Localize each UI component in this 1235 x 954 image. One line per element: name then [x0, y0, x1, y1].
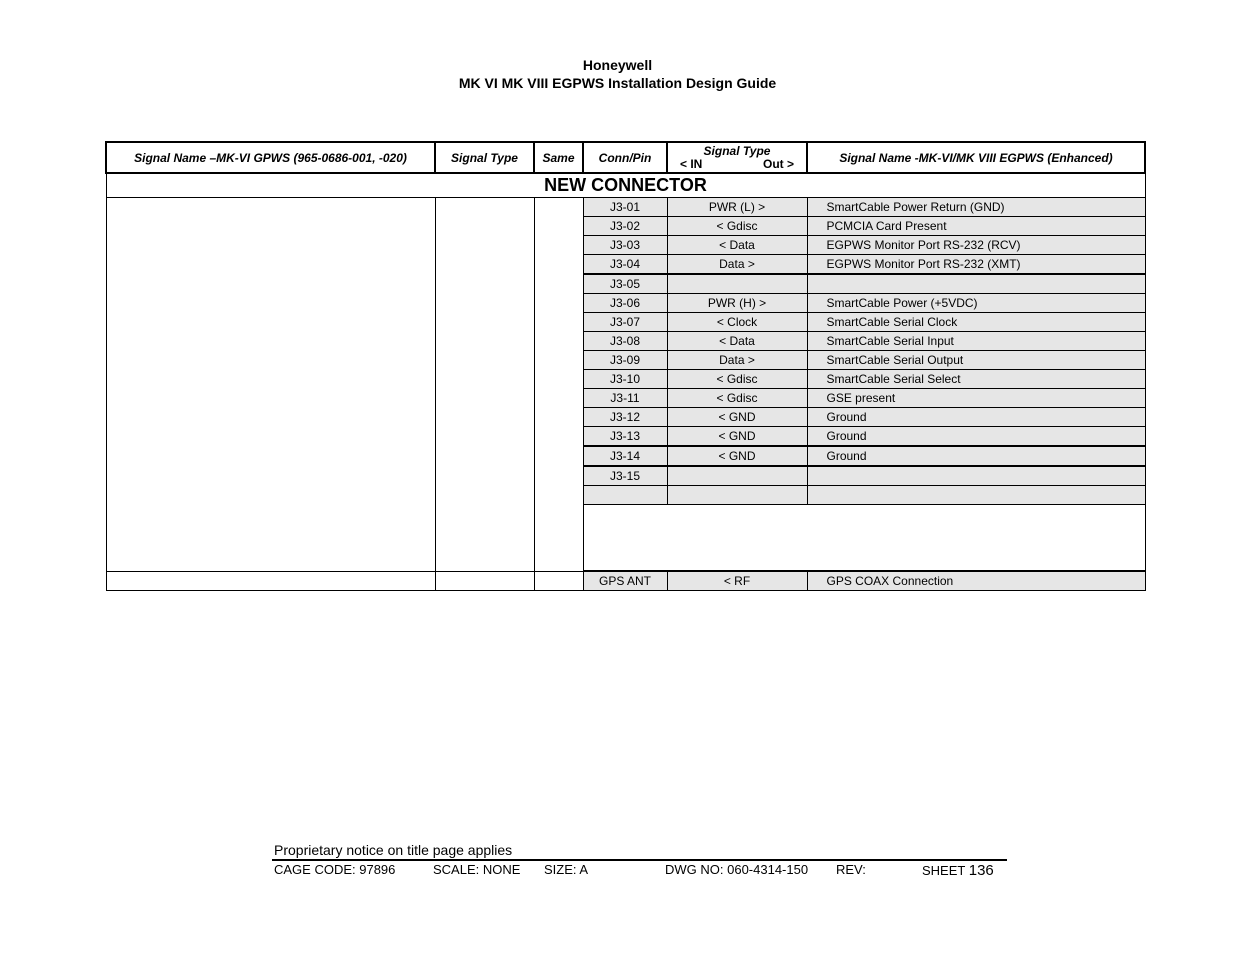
signal-name-cell	[807, 274, 1145, 294]
blank-same	[534, 198, 583, 572]
conn-pin-cell: J3-08	[583, 332, 667, 351]
signal-type-cell: Data >	[667, 255, 807, 275]
blank-signal-name-old	[106, 198, 435, 572]
gps-signal-name: GPS COAX Connection	[807, 571, 1145, 591]
signal-type-cell: < GND	[667, 408, 807, 427]
signal-type-cell: < GND	[667, 427, 807, 447]
signal-type-cell: PWR (H) >	[667, 294, 807, 313]
signal-name-cell: SmartCable Power (+5VDC)	[807, 294, 1145, 313]
signal-name-cell: Ground	[807, 408, 1145, 427]
signal-name-cell: SmartCable Serial Output	[807, 351, 1145, 370]
company-name: Honeywell	[582, 57, 653, 73]
signal-name-cell: SmartCable Serial Clock	[807, 313, 1145, 332]
size: SIZE: A	[544, 862, 589, 877]
revision: REV:	[836, 862, 866, 877]
col-same: Same	[534, 142, 583, 173]
signal-type-cell	[667, 274, 807, 294]
signal-name-cell: SmartCable Serial Input	[807, 332, 1145, 351]
conn-pin-cell: J3-04	[583, 255, 667, 275]
gps-signal-type: < RF	[667, 571, 807, 591]
conn-pin-cell: J3-12	[583, 408, 667, 427]
document-title: MK VI MK VIII EGPWS Installation Design Guide	[458, 75, 777, 91]
col-conn-pin: Conn/Pin	[583, 142, 667, 173]
signal-name-cell	[807, 466, 1145, 486]
gps-row	[106, 571, 1145, 591]
col-signal-type-direction	[667, 142, 807, 173]
gps-blank-signal-name-old	[106, 571, 435, 591]
signal-type-cell: PWR (L) >	[667, 198, 807, 217]
col-signal-type: Signal Type	[435, 142, 534, 173]
signal-name-cell: Ground	[807, 427, 1145, 447]
conn-pin-cell: J3-10	[583, 370, 667, 389]
gps-blank-signal-type	[435, 571, 534, 591]
in-label: < IN	[680, 156, 703, 171]
gps-conn-pin: GPS ANT	[583, 571, 667, 591]
conn-pin-cell: J3-11	[583, 389, 667, 408]
blank-signal-type	[435, 198, 534, 572]
signal-name-cell: PCMCIA Card Present	[807, 217, 1145, 236]
signal-type-cell: < Clock	[667, 313, 807, 332]
conn-pin-cell: J3-09	[583, 351, 667, 370]
gps-blank-same	[534, 571, 583, 591]
conn-pin-cell: J3-07	[583, 313, 667, 332]
proprietary-notice: Proprietary notice on title page applies	[274, 842, 513, 858]
signal-type-cell	[667, 466, 807, 486]
signal-type-cell: < Gdisc	[667, 389, 807, 408]
signal-name-cell: SmartCable Serial Select	[807, 370, 1145, 389]
footer-divider	[272, 859, 1007, 861]
signal-name-cell: SmartCable Power Return (GND)	[807, 198, 1145, 217]
signal-type-cell: < GND	[667, 446, 807, 466]
signal-name-cell: GSE present	[807, 389, 1145, 408]
conn-pin-cell: J3-15	[583, 466, 667, 486]
conn-pin-cell	[583, 486, 667, 505]
signal-type-cell	[667, 486, 807, 505]
signal-type-cell: Data >	[667, 351, 807, 370]
conn-pin-cell: J3-06	[583, 294, 667, 313]
signal-type-cell: < Data	[667, 236, 807, 255]
signal-type-cell: < Gdisc	[667, 370, 807, 389]
sheet-number: 136	[968, 862, 994, 879]
section-title: NEW CONNECTOR	[106, 173, 1145, 198]
conn-pin-cell: J3-14	[583, 446, 667, 466]
col-signal-name-new: Signal Name -MK-VI/MK VIII EGPWS (Enhanced)	[807, 142, 1145, 173]
conn-pin-cell: J3-13	[583, 427, 667, 447]
signal-type-dir-label: Signal Type	[703, 143, 771, 158]
signal-name-cell: EGPWS Monitor Port RS-232 (XMT)	[807, 255, 1145, 275]
conn-pin-cell: J3-02	[583, 217, 667, 236]
signal-type-cell: < Gdisc	[667, 217, 807, 236]
conn-pin-cell: J3-01	[583, 198, 667, 217]
signal-type-cell: < Data	[667, 332, 807, 351]
out-label: Out >	[762, 156, 794, 171]
cage-code: CAGE CODE: 97896	[274, 862, 396, 877]
table-row	[106, 198, 1145, 217]
scale: SCALE: NONE	[433, 862, 521, 877]
conn-pin-cell: J3-03	[583, 236, 667, 255]
signal-name-cell	[807, 486, 1145, 505]
conn-pin-cell: J3-05	[583, 274, 667, 294]
col-signal-name-old: Signal Name –MK-VI GPWS (965-0686-001, -020)	[106, 142, 435, 173]
empty-gap-cell	[583, 505, 1145, 572]
sheet-label: SHEET	[922, 863, 966, 878]
drawing-number: DWG NO: 060-4314-150	[665, 862, 809, 877]
signal-name-cell: Ground	[807, 446, 1145, 466]
signal-name-cell: EGPWS Monitor Port RS-232 (RCV)	[807, 236, 1145, 255]
signal-table	[105, 141, 1146, 591]
sheet	[922, 862, 994, 879]
